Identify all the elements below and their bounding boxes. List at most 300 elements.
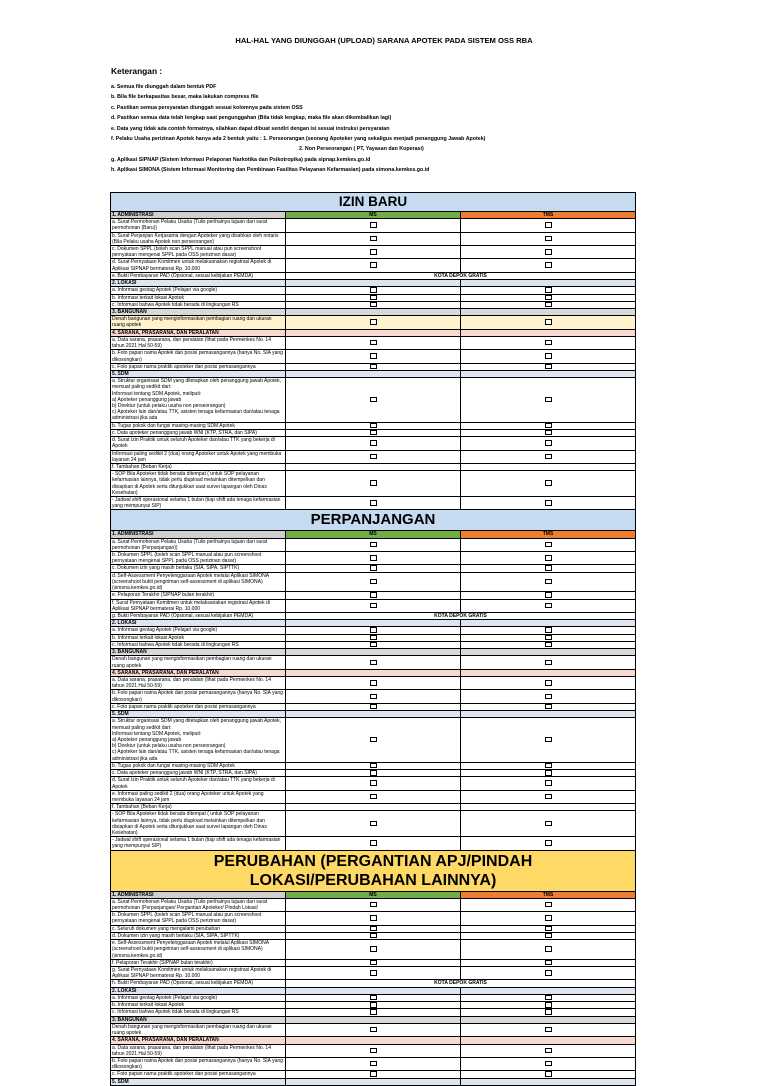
ms-cell: [286, 925, 461, 932]
note-item: b. Bila file berkapasitas besar, maka lakukan compress file: [111, 94, 259, 101]
requirement-text: b. Foto papan nama Apotek dan posisi pemasangannya (hanya No. SIA yang dikosongkan): [111, 1057, 286, 1070]
section-row: [111, 850, 636, 891]
requirement-row: [111, 777, 636, 790]
ms-cell: [286, 912, 461, 925]
tms-cell: [461, 422, 636, 429]
requirement-text: a. Informasi geotag Apotek (Pelajari via google): [111, 994, 286, 1001]
requirement-row: [111, 940, 636, 960]
tms-checkbox[interactable]: [545, 480, 552, 486]
ms-checkbox[interactable]: [370, 319, 377, 325]
ms-checkbox[interactable]: [370, 555, 377, 561]
ms-checkbox[interactable]: [370, 635, 377, 641]
requirement-row: [111, 627, 636, 634]
ms-checkbox[interactable]: [370, 1061, 377, 1067]
ms-checkbox[interactable]: [370, 970, 377, 976]
tms-checkbox[interactable]: [545, 454, 552, 460]
requirement-text: a. Data sarana, prasarana, dan peralatan (lihat pada Permenkes No. 14 tahun 2021 Hal 50-59): [111, 677, 286, 690]
tms-cell: [461, 350, 636, 363]
ms-cell: [286, 777, 461, 790]
ms-cell: [286, 1009, 461, 1016]
requirement-row: [111, 316, 636, 329]
category-row: [111, 370, 636, 377]
tms-cell: [461, 336, 636, 349]
ms-cell: [286, 762, 461, 769]
tms-checkbox[interactable]: [545, 236, 552, 242]
ms-checkbox[interactable]: [370, 565, 377, 571]
ms-cell: [286, 232, 461, 245]
tms-checkbox[interactable]: [545, 1027, 552, 1033]
ms-cell: [286, 363, 461, 370]
ms-checkbox[interactable]: [370, 915, 377, 921]
requirement-text: e. Bukti Pembayaran PAD (Opsional, sesuai kebijakan PEMDA): [111, 272, 286, 279]
ms-checkbox[interactable]: [370, 1027, 377, 1033]
requirement-text: c. Data apoteker penanggung jawab WNI (KTP, STRA, dan SIPA): [111, 770, 286, 777]
tms-checkbox[interactable]: [545, 222, 552, 228]
ms-cell: [286, 1016, 461, 1023]
requirement-text: f. Tambahan (Beban Kerja): [111, 804, 286, 811]
ms-cell: [286, 378, 461, 422]
ms-cell: [286, 329, 461, 336]
requirement-row: [111, 1071, 636, 1078]
ms-cell: [286, 718, 461, 762]
requirement-text: a. Struktur organisasi SDM yang ditetapkan oleh penanggung jawab Apotek, memuat paling sedikit dari: Informasi tentang SDM Apotek, meliputi: a) Apoteker penanggung jawab b) Direktur (untuk pelaku usaha non perseorangan) c) Apoteker lain dan/atau TTK, asisten tenaga kefarmasian dan/atau tenaga administrasi jika ada: [111, 718, 286, 762]
ms-cell: [286, 463, 461, 470]
requirement-text: a. Struktur organisasi SDM yang ditetapkan oleh penanggung jawab Apotek, memuat paling sedikit dari: Informasi tentang SDM Apotek, meliputi: a) Apoteker penanggung jawab b) Direktur (untuk pelaku usaha non perseorangan) c) Apoteker lain dan/atau TTK, asisten tenaga kefarmasian dan/atau tenaga administrasi jika ada: [111, 378, 286, 422]
requirement-text: h. Bukti Pembayaran PAD (Opsional, sesuai kebijakan PEMDA): [111, 980, 286, 987]
tms-checkbox[interactable]: [545, 579, 552, 585]
requirement-text: - SOP Bila Apoteker tidak berada ditempat ( untuk SOP pelayanan kefarmasian lainnya, tidak perlu diupload melainkan ditempelkan dan disiapkan di Apotek serta ditunjukkan saat survei lapangan oleh Dinas Kesehatan): [111, 811, 286, 837]
requirement-text: a. Informasi geotag Apotek (Pelajari via google): [111, 627, 286, 634]
ms-checkbox[interactable]: [370, 694, 377, 700]
requirement-text: c. Dokumen izin yang masih berlaku (SIA, SIPA, SIPTTK): [111, 565, 286, 572]
requirement-row: [111, 437, 636, 450]
ms-cell: [286, 1037, 461, 1044]
tms-cell: [461, 287, 636, 294]
ms-checkbox[interactable]: [370, 353, 377, 359]
tms-checkbox[interactable]: [545, 397, 552, 403]
requirement-row: [111, 762, 636, 769]
section-row: [111, 193, 636, 212]
tms-checkbox[interactable]: [545, 1009, 552, 1015]
tms-cell: [461, 565, 636, 572]
category-row: [111, 1078, 636, 1085]
ms-cell: [286, 246, 461, 259]
tms-cell: [461, 641, 636, 648]
requirement-text: b. Dokumen SPPL (boleh scan SPPL manual atau pun screenshoot pernyataan mengenai SPPL pada OSS perizinan dasar): [111, 552, 286, 565]
ms-cell: [286, 967, 461, 980]
requirement-text: e. Informasi paling sedikit 2 (dua) orang Apoteker untuk Apotek yang membuka layanan 24 jam: [111, 790, 286, 803]
ms-cell: [286, 627, 461, 634]
requirement-text: e. Self-Assessment Penyelenggaraan Apotek melalui Aplikasi SIMONA (screenshoot bukti pengiriman self-assessment di aplikasi SIMONA) (simona.kemkes.go.id): [111, 940, 286, 960]
page-title: HAL-HAL YANG DIUNGGAH (UPLOAD) SARANA APOTEK PADA SISTEM OSS RBA: [235, 36, 533, 45]
tms-checkbox[interactable]: [545, 737, 552, 743]
requirement-row: [111, 301, 636, 308]
tms-checkbox[interactable]: [545, 694, 552, 700]
ms-checkbox[interactable]: [370, 454, 377, 460]
ms-header: MS: [286, 531, 461, 538]
tms-cell: [461, 463, 636, 470]
ms-checkbox[interactable]: [370, 794, 377, 800]
tms-checkbox[interactable]: [545, 592, 552, 598]
tms-checkbox[interactable]: [545, 565, 552, 571]
tms-cell: [461, 1071, 636, 1078]
ms-checkbox[interactable]: [370, 295, 377, 301]
category-row: [111, 309, 636, 316]
requirement-text: e. Pelaporan Terakhir (SIPNAP bulan terakhir): [111, 592, 286, 599]
ms-checkbox[interactable]: [370, 642, 377, 648]
requirement-row: [111, 552, 636, 565]
tms-cell: [461, 450, 636, 463]
tms-cell: [461, 316, 636, 329]
ms-checkbox[interactable]: [370, 660, 377, 666]
ms-checkbox[interactable]: [370, 995, 377, 1001]
ms-checkbox[interactable]: [370, 1002, 377, 1008]
note-item: c. Pastikan semua persyaratan diunggah sesuai kolomnya pada sistem OSS: [111, 104, 303, 111]
tms-checkbox[interactable]: [545, 627, 552, 633]
requirement-text: c. Foto papan nama praktik apoteker dan posisi pemasangannya: [111, 703, 286, 710]
tms-cell: [461, 363, 636, 370]
requirement-row: [111, 1002, 636, 1009]
requirement-row: [111, 898, 636, 911]
tms-cell: [461, 259, 636, 272]
requirement-row: [111, 572, 636, 592]
requirement-text: c. Data apoteker penanggung jawab WNI (KTP, STRA, dan SIPA): [111, 429, 286, 436]
ms-checkbox[interactable]: [370, 340, 377, 346]
tms-checkbox[interactable]: [545, 794, 552, 800]
requirement-text: b. Foto papan nama Apotek dan posisi pemasangannya (hanya No. SIA yang dikosongkan): [111, 350, 286, 363]
tms-checkbox[interactable]: [545, 926, 552, 932]
note-item: g. Aplikasi SIPNAP (Sistem Informasi Pelaporan Narkotika dan Psikotropika) pada sipnap.kemkes.go.id: [111, 156, 371, 163]
tms-checkbox[interactable]: [545, 902, 552, 908]
ms-cell: [286, 287, 461, 294]
ms-cell: [286, 552, 461, 565]
tms-cell: [461, 811, 636, 837]
tms-checkbox[interactable]: [545, 660, 552, 666]
tms-cell: [461, 677, 636, 690]
requirement-row: [111, 232, 636, 245]
ms-cell: [286, 592, 461, 599]
requirement-row: [111, 811, 636, 837]
free-note: KOTA DEPOK GRATIS: [286, 980, 636, 987]
tms-checkbox[interactable]: [545, 440, 552, 446]
ms-checkbox[interactable]: [370, 302, 377, 308]
group-header-row: [111, 212, 636, 219]
requirement-row: [111, 1057, 636, 1070]
requirement-row: [111, 294, 636, 301]
ms-checkbox[interactable]: [370, 287, 377, 293]
tms-checkbox[interactable]: [545, 680, 552, 686]
tms-cell: [461, 649, 636, 656]
tms-cell: [461, 940, 636, 960]
ms-cell: [286, 1071, 461, 1078]
tms-checkbox[interactable]: [545, 1002, 552, 1008]
ms-checkbox[interactable]: [370, 236, 377, 242]
ms-cell: [286, 280, 461, 287]
category-title: 3. BANGUNAN: [111, 649, 286, 656]
tms-cell: [461, 219, 636, 232]
free-note: KOTA DEPOK GRATIS: [286, 613, 636, 620]
ms-cell: [286, 669, 461, 676]
requirement-row: [111, 272, 636, 279]
tms-cell: [461, 711, 636, 718]
tms-cell: [461, 770, 636, 777]
ms-checkbox[interactable]: [370, 592, 377, 598]
tms-checkbox[interactable]: [545, 287, 552, 293]
ms-checkbox[interactable]: [370, 704, 377, 710]
ms-cell: [286, 422, 461, 429]
notes-heading: Keterangan :: [111, 66, 163, 76]
ms-checkbox[interactable]: [370, 249, 377, 255]
ms-checkbox[interactable]: [370, 926, 377, 932]
tms-cell: [461, 959, 636, 966]
ms-checkbox[interactable]: [370, 480, 377, 486]
ms-checkbox[interactable]: [370, 542, 377, 548]
tms-cell: [461, 620, 636, 627]
tms-checkbox[interactable]: [545, 763, 552, 769]
tms-header: TMS: [461, 212, 636, 219]
ms-checkbox[interactable]: [370, 423, 377, 429]
tms-checkbox[interactable]: [545, 542, 552, 548]
tms-cell: [461, 898, 636, 911]
ms-checkbox[interactable]: [370, 737, 377, 743]
ms-checkbox[interactable]: [370, 780, 377, 786]
tms-checkbox[interactable]: [545, 780, 552, 786]
ms-checkbox[interactable]: [370, 680, 377, 686]
requirement-text: d. Surat Izin Praktik untuk seluruh Apoteker dan/atau TTK yang bekerja di Apotek: [111, 437, 286, 450]
tms-checkbox[interactable]: [545, 1048, 552, 1054]
ms-checkbox[interactable]: [370, 500, 377, 506]
ms-checkbox[interactable]: [370, 946, 377, 952]
requirement-text: b. Surat Perjanjian Kerjasama dengan Apoteker yang disahkan oleh notaris (Bila Pelaku usaha Apotek non perseorangan): [111, 232, 286, 245]
tms-checkbox[interactable]: [545, 704, 552, 710]
category-title: 2. LOKASI: [111, 620, 286, 627]
requirement-text: c. Foto papan nama praktik apoteker dan posisi pemasangannya: [111, 1071, 286, 1078]
tms-checkbox[interactable]: [545, 770, 552, 776]
ms-checkbox[interactable]: [370, 364, 377, 370]
tms-cell: [461, 429, 636, 436]
tms-checkbox[interactable]: [545, 946, 552, 952]
requirement-row: [111, 967, 636, 980]
requirement-row: [111, 592, 636, 599]
tms-checkbox[interactable]: [545, 915, 552, 921]
group-title: 1. ADMINISTRASI: [111, 212, 286, 219]
requirement-text: d. Surat Izin Praktik untuk seluruh Apoteker dan/atau TTK yang bekerja di Apotek: [111, 777, 286, 790]
tms-cell: [461, 994, 636, 1001]
tms-checkbox[interactable]: [545, 353, 552, 359]
tms-header: TMS: [461, 531, 636, 538]
ms-cell: [286, 219, 461, 232]
tms-cell: [461, 378, 636, 422]
ms-cell: [286, 450, 461, 463]
ms-checkbox[interactable]: [370, 840, 377, 846]
requirement-text: c. Informasi bahwa Apotek tidak berada di lingkungan RS: [111, 1009, 286, 1016]
tms-checkbox[interactable]: [545, 555, 552, 561]
notes-list: [111, 82, 631, 176]
note-item: h. Aplikasi SIMONA (Sistem Informasi Monitoring dan Pembinaan Fasilitas Pelayanan Kefarmasian) pada simona.kemkes.go.id: [111, 167, 430, 174]
tms-cell: [461, 656, 636, 669]
ms-cell: [286, 703, 461, 710]
requirement-text: a. Informasi geotag Apotek (Pelajari via google): [111, 287, 286, 294]
section-title: PERUBAHAN (PERGANTIAN APJ/PINDAH LOKASI/PERUBAHAN LAINNYA): [111, 850, 636, 891]
ms-cell: [286, 1078, 461, 1085]
requirement-text: b. Foto papan nama Apotek dan posisi pemasangannya (hanya No. SIA yang dikosongkan): [111, 690, 286, 703]
ms-checkbox[interactable]: [370, 397, 377, 403]
requirement-row: [111, 565, 636, 572]
ms-checkbox[interactable]: [370, 603, 377, 609]
requirement-row: [111, 450, 636, 463]
tms-checkbox[interactable]: [545, 295, 552, 301]
tms-cell: [461, 627, 636, 634]
ms-checkbox[interactable]: [370, 960, 377, 966]
ms-checkbox[interactable]: [370, 1048, 377, 1054]
tms-checkbox[interactable]: [545, 642, 552, 648]
tms-checkbox[interactable]: [545, 821, 552, 827]
ms-cell: [286, 711, 461, 718]
category-row: [111, 1016, 636, 1023]
requirement-text: b. Informasi terkait lokasi Apotek: [111, 294, 286, 301]
ms-header: MS: [286, 212, 461, 219]
ms-checkbox[interactable]: [370, 821, 377, 827]
tms-header: TMS: [461, 891, 636, 898]
ms-checkbox[interactable]: [370, 902, 377, 908]
tms-cell: [461, 538, 636, 551]
ms-checkbox[interactable]: [370, 763, 377, 769]
tms-checkbox[interactable]: [545, 960, 552, 966]
requirement-text: b. Informasi terkait lokasi Apotek: [111, 1002, 286, 1009]
tms-cell: [461, 912, 636, 925]
requirement-text: a. Surat Permohonan Pelaku Usaha (Tulis perihalnya tujuan dari surat permohonan (Baru)): [111, 219, 286, 232]
tms-checkbox[interactable]: [545, 302, 552, 308]
requirement-text: f. Pelaporan Terakhir (SIPNAP bulan terakhir): [111, 959, 286, 966]
requirement-row: [111, 246, 636, 259]
requirement-row: [111, 837, 636, 850]
requirement-text: b. Informasi terkait lokasi Apotek: [111, 634, 286, 641]
tms-cell: [461, 370, 636, 377]
tms-checkbox[interactable]: [545, 995, 552, 1001]
section-title: IZIN BARU: [111, 193, 636, 212]
tms-checkbox[interactable]: [545, 970, 552, 976]
ms-cell: [286, 804, 461, 811]
tms-checkbox[interactable]: [545, 840, 552, 846]
requirement-row: [111, 925, 636, 932]
ms-cell: [286, 690, 461, 703]
note-item: 2. Non Perseorangan ( PT, Yayasan dan Koperasi): [299, 146, 424, 153]
ms-checkbox[interactable]: [370, 262, 377, 268]
tms-cell: [461, 967, 636, 980]
requirement-text: Informasi paling sedikit 2 (dua) orang Apoteker untuk Apotek yang membuka layanan 24 jam: [111, 450, 286, 463]
tms-checkbox[interactable]: [545, 249, 552, 255]
tms-checkbox[interactable]: [545, 423, 552, 429]
requirement-text: b. Dokumen SPPL (boleh scan SPPL manual atau pun screenshoot pernyataan mengenai SPPL pada OSS perizinan dasar): [111, 912, 286, 925]
ms-cell: [286, 538, 461, 551]
note-item: d. Pastikan semua data telah lengkap saat pengunggahan (Bila tidak lengkap, maka file akan dikembalikan lagi): [111, 115, 392, 122]
category-title: 5. SDM: [111, 711, 286, 718]
ms-cell: [286, 572, 461, 592]
requirement-row: [111, 959, 636, 966]
requirement-row: [111, 497, 636, 510]
tms-cell: [461, 1023, 636, 1036]
requirement-text: f. Surat Pernyataan Komitmen untuk melaksanakan registrasi Apotek di Aplikasi SIPNAP bermaterai Rp. 10.000: [111, 599, 286, 612]
tms-cell: [461, 703, 636, 710]
tms-cell: [461, 232, 636, 245]
ms-checkbox[interactable]: [370, 440, 377, 446]
ms-checkbox[interactable]: [370, 430, 377, 436]
ms-checkbox[interactable]: [370, 1071, 377, 1077]
requirement-text: a. Data sarana, prasarana, dan peralatan (lihat pada Permenkes No. 14 tahun 2021 Hal 50-59): [111, 336, 286, 349]
ms-cell: [286, 811, 461, 837]
category-title: 2. LOKASI: [111, 280, 286, 287]
tms-checkbox[interactable]: [545, 1071, 552, 1077]
tms-cell: [461, 762, 636, 769]
ms-cell: [286, 599, 461, 612]
requirement-text: - Jadwal shift operasional selama 1 bulan (tiap shift ada tenaga kefarmasian yang mempunyai SIP): [111, 497, 286, 510]
ms-cell: [286, 294, 461, 301]
category-row: [111, 649, 636, 656]
requirement-row: [111, 912, 636, 925]
tms-checkbox[interactable]: [545, 262, 552, 268]
ms-checkbox[interactable]: [370, 627, 377, 633]
tms-checkbox[interactable]: [545, 933, 552, 939]
requirement-text: c. Dokumen SPPL (boleh scan SPPL manual atau pun screenshoot pernyataan mengenai SPPL pada OSS perizinan dasar): [111, 246, 286, 259]
tms-checkbox[interactable]: [545, 1061, 552, 1067]
ms-checkbox[interactable]: [370, 579, 377, 585]
tms-cell: [461, 987, 636, 994]
note-item: f. Pelaku Usaha perizinan Apotek hanya ada 2 bentuk yaitu : 1. Perseorangan (seorang Apoteker yang sekaligus menjadi penanggung Jawab Apotek): [111, 135, 486, 142]
requirement-row: [111, 690, 636, 703]
ms-cell: [286, 620, 461, 627]
requirement-row: [111, 718, 636, 762]
category-row: [111, 1037, 636, 1044]
tms-checkbox[interactable]: [545, 603, 552, 609]
tms-checkbox[interactable]: [545, 319, 552, 325]
tms-checkbox[interactable]: [545, 635, 552, 641]
section-title: PERPANJANGAN: [111, 510, 636, 531]
requirement-row: [111, 538, 636, 551]
requirement-text: d. Self-Assessment Penyelenggaraan Apotek melalui Aplikasi SIMONA (screenshoot bukti pengiriman self-assessment di aplikasi SIMONA) (simona.kemkes.go.id): [111, 572, 286, 592]
tms-checkbox[interactable]: [545, 500, 552, 506]
tms-checkbox[interactable]: [545, 430, 552, 436]
ms-cell: [286, 987, 461, 994]
requirement-text: g. Bukti Pembayaran PAD (Opsional, sesuai kebijakan PEMDA): [111, 613, 286, 620]
ms-checkbox[interactable]: [370, 770, 377, 776]
ms-header: MS: [286, 891, 461, 898]
section-row: [111, 510, 636, 531]
tms-cell: [461, 777, 636, 790]
ms-cell: [286, 898, 461, 911]
group-header-row: [111, 891, 636, 898]
ms-cell: [286, 770, 461, 777]
requirement-row: [111, 429, 636, 436]
ms-cell: [286, 994, 461, 1001]
ms-checkbox[interactable]: [370, 933, 377, 939]
tms-checkbox[interactable]: [545, 340, 552, 346]
ms-cell: [286, 959, 461, 966]
requirement-row: [111, 634, 636, 641]
requirement-row: [111, 422, 636, 429]
requirement-row: [111, 656, 636, 669]
requirement-text: a. Data sarana, prasarana, dan peralatan (lihat pada Permenkes No. 14 tahun 2021 Hal 50-59): [111, 1044, 286, 1057]
ms-checkbox[interactable]: [370, 222, 377, 228]
ms-cell: [286, 656, 461, 669]
ms-cell: [286, 641, 461, 648]
category-row: [111, 987, 636, 994]
ms-checkbox[interactable]: [370, 1009, 377, 1015]
requirement-row: [111, 463, 636, 470]
tms-checkbox[interactable]: [545, 364, 552, 370]
tms-cell: [461, 1002, 636, 1009]
requirement-text: b. Tugas pokok dan fungsi masing-masing SDM Apotek: [111, 422, 286, 429]
tms-cell: [461, 790, 636, 803]
